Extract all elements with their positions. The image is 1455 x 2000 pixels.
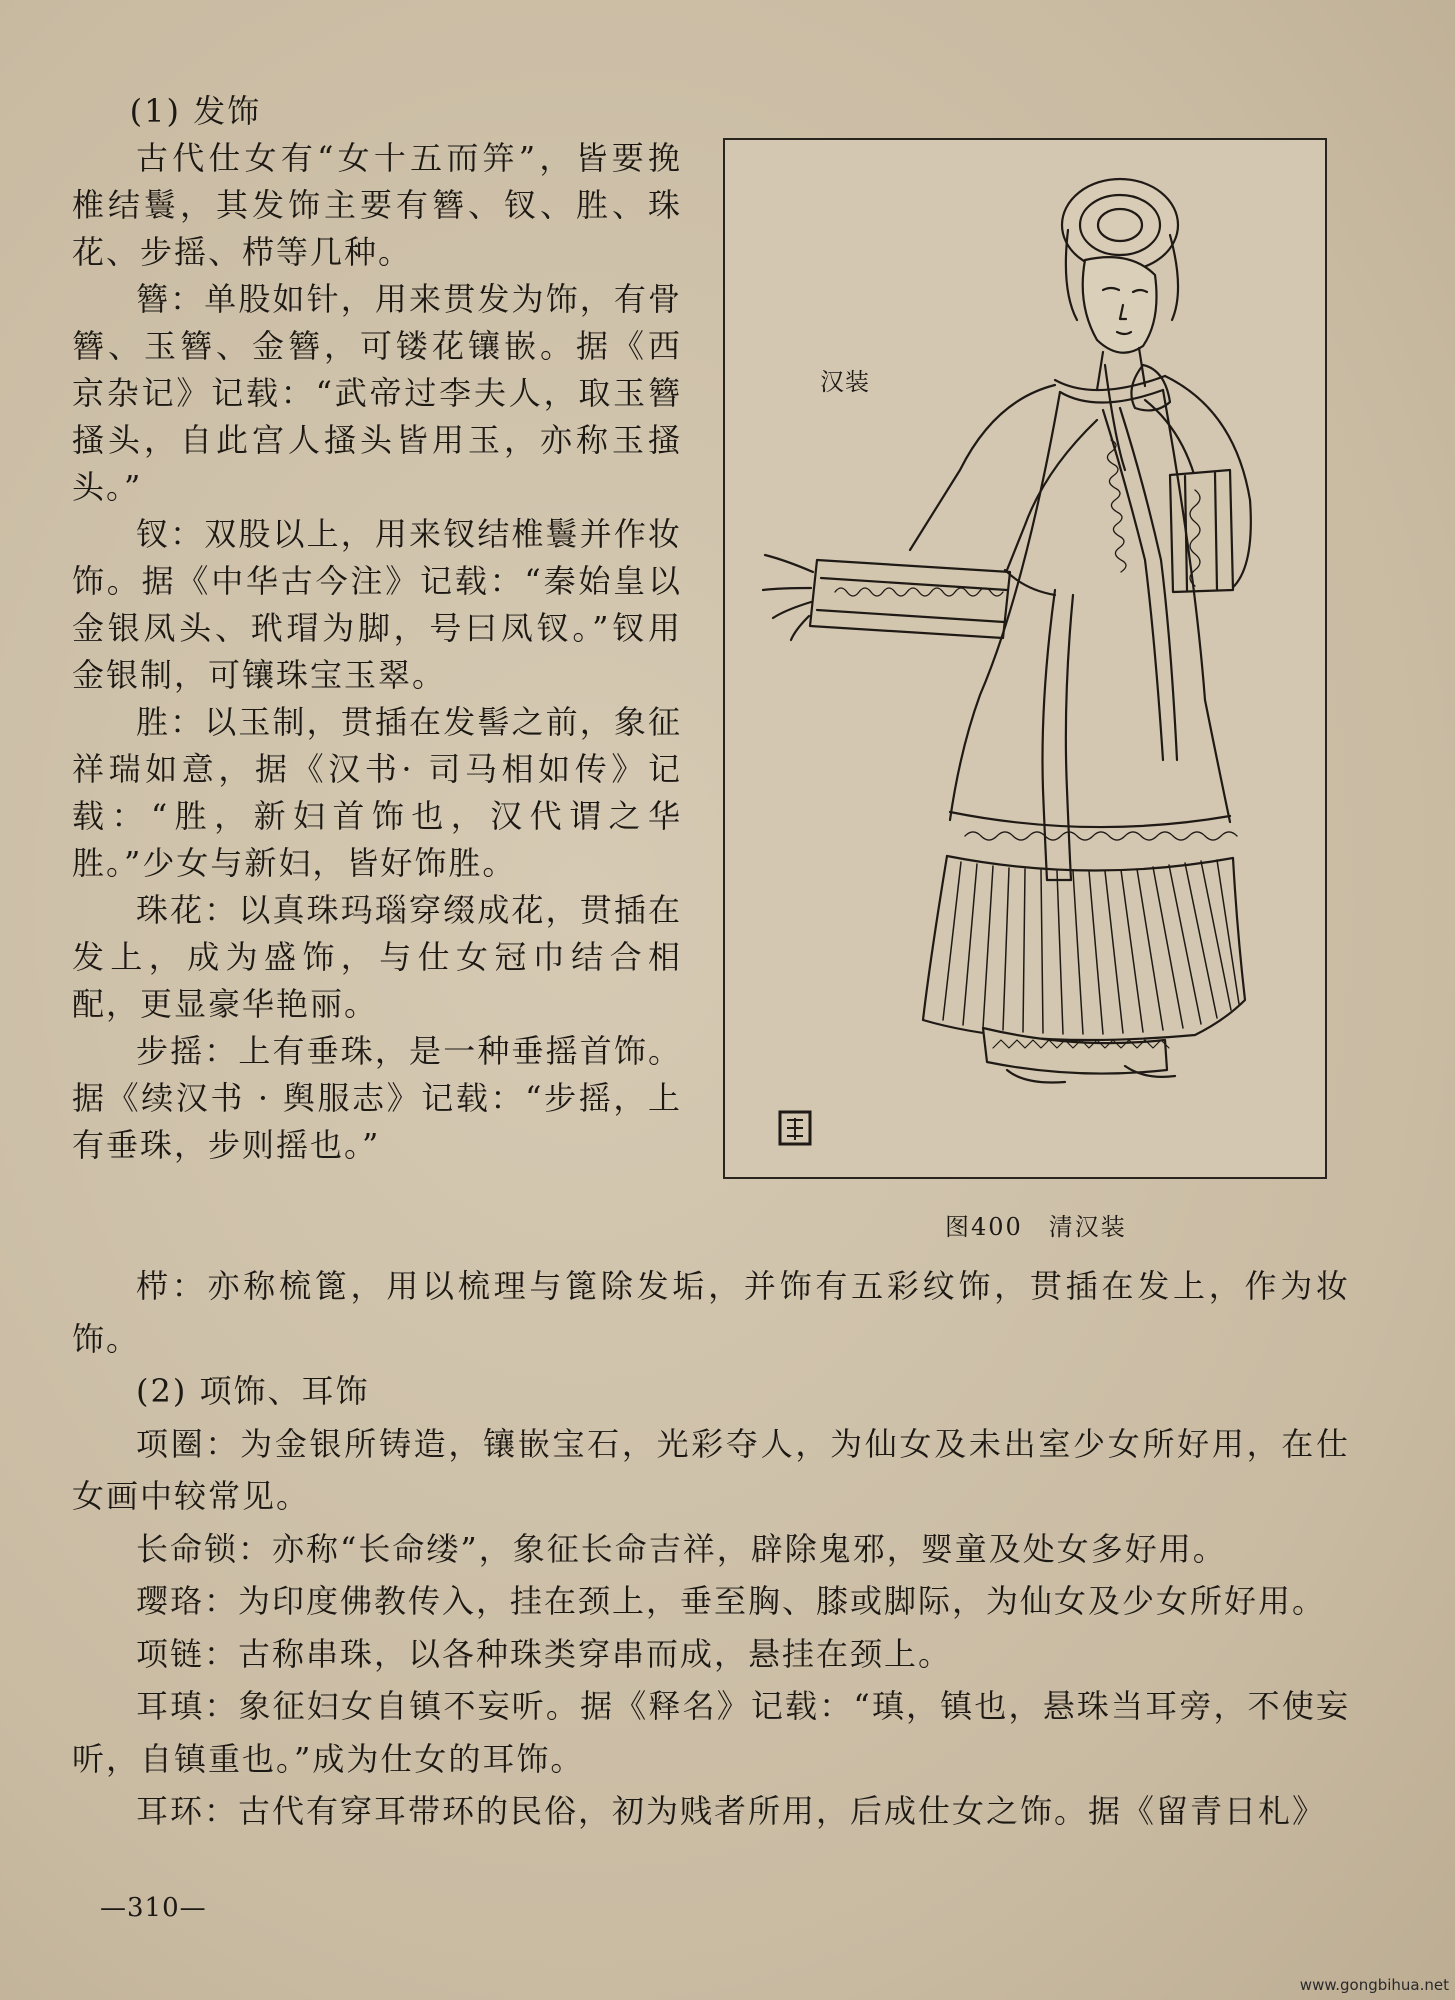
paragraph: 栉：亦称梳篦，用以梳理与篦除发垢，并饰有五彩纹饰，贯插在发上，作为妆饰。 bbox=[72, 1267, 1350, 1358]
artist-seal bbox=[780, 1112, 810, 1144]
paragraph: 项链：古称串珠，以各种珠类穿串而成，悬挂在颈上。 bbox=[136, 1634, 953, 1673]
paragraph: 步摇：上有垂珠，是一种垂摇首饰。据《续汉书 · 舆服志》记载：“步摇，上有垂珠，步则摇也。” bbox=[72, 1032, 682, 1164]
illustration-frame bbox=[723, 138, 1327, 1179]
paragraph: 簪：单股如针，用来贯发为饰，有骨簪、玉簪、金簪，可镂花镶嵌。据《西京杂记》记载：“武帝过李夫人，取玉簪搔头，自此宫人搔头皆用玉，亦称玉搔头。” bbox=[72, 280, 682, 506]
page-number: —310— bbox=[100, 1893, 207, 1923]
paragraph: 长命锁：亦称“长命缕”，象征长命吉祥，辟除鬼邪，婴童及处女多好用。 bbox=[136, 1529, 1227, 1568]
figure-caption: 图400 清汉装 bbox=[945, 1213, 1127, 1241]
paragraph: 项圈：为金银所铸造，镶嵌宝石，光彩夺人，为仙女及未出室少女所好用，在仕女画中较常见。 bbox=[72, 1424, 1350, 1515]
watermark: www.gongbihua.net bbox=[1299, 1976, 1449, 1994]
paragraph: 钗：双股以上，用来钗结椎鬟并作妆饰。据《中华古今注》记载：“秦始皇以金银凤头、玳瑁为脚，号曰凤钗。”钗用金银制，可镶珠宝玉翠。 bbox=[72, 515, 682, 694]
han-costume-figure-illustration bbox=[725, 140, 1325, 1177]
section-heading: (1) 发饰 bbox=[129, 92, 262, 130]
paragraph: 璎珞：为印度佛教传入，挂在颈上，垂至胸、膝或脚际，为仙女及少女所好用。 bbox=[136, 1582, 1327, 1620]
paragraph: 珠花：以真珠玛瑙穿缀成花，贯插在发上，成为盛饰，与仕女冠巾结合相配，更显豪华艳丽。 bbox=[72, 891, 682, 1023]
full-width-text bbox=[72, 1260, 1350, 1838]
paragraph: (2) 项饰、耳饰 bbox=[136, 1372, 370, 1410]
left-column-text bbox=[72, 88, 682, 1169]
paragraph: 古代仕女有“女十五而笄”，皆要挽椎结鬟，其发饰主要有簪、钗、胜、珠花、步摇、栉等几种。 bbox=[72, 139, 682, 271]
paragraph: 耳环：古代有穿耳带环的民俗，初为贱者所用，后成仕女之饰。据《留青日札》 bbox=[136, 1792, 1327, 1830]
paragraph: 胜：以玉制，贯插在发髻之前，象征祥瑞如意，据《汉书· 司马相如传》记载：“胜，新妇首饰也，汉代谓之华胜。”少女与新妇，皆好饰胜。 bbox=[72, 703, 682, 882]
paragraph: 耳瑱：象征妇女自镇不妄听。据《释名》记载：“瑱，镇也，悬珠当耳旁，不使妄听，自镇重也。”成为仕女的耳饰。 bbox=[72, 1687, 1350, 1778]
figure-label: 汉装 bbox=[820, 368, 870, 396]
